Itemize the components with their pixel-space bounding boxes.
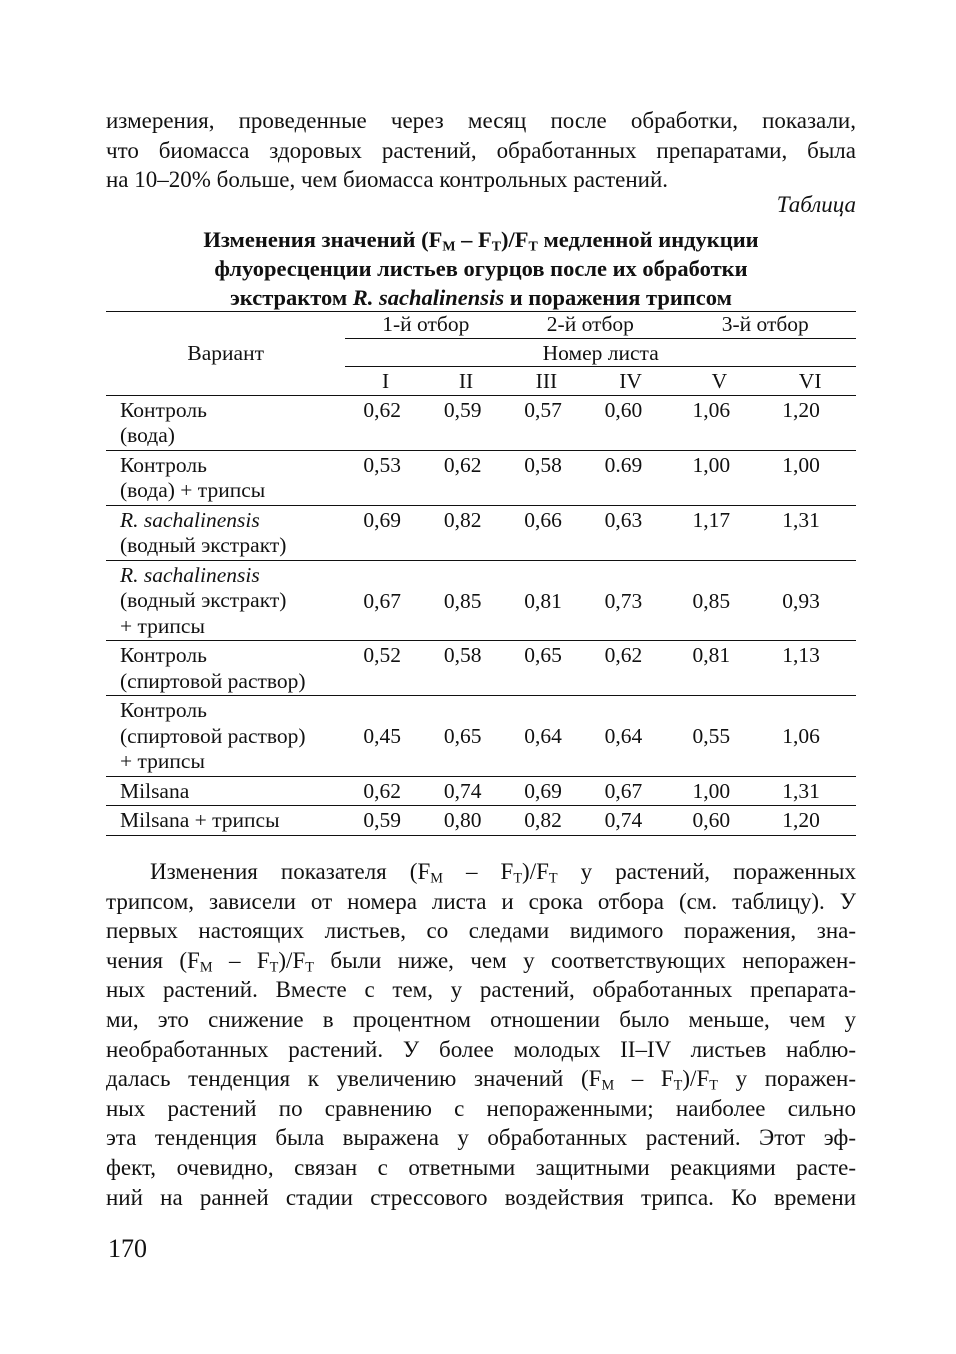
row-label (106, 806, 345, 836)
row-label-line: (вода) + трипсы (120, 478, 266, 502)
body-line: необработанных растений. У более молодых II–IV листьев наблю- (106, 1036, 856, 1062)
leaf-number-header: Номер листа (345, 338, 856, 367)
row-label-line: (вода) (120, 423, 175, 447)
value-cell: 0,82 (426, 505, 506, 560)
value-cell: 0,80 (426, 806, 506, 836)
value-cell: 0,66 (506, 505, 586, 560)
table-row (106, 560, 856, 641)
value-cell: 1,31 (764, 505, 856, 560)
table-row (106, 806, 856, 836)
value-cell: 1,20 (782, 397, 820, 422)
body-line: ных растений по сравнению с непораженными; наиболее сильно (106, 1095, 856, 1121)
value-cell: 1,17 (675, 505, 765, 560)
table-row (106, 395, 856, 450)
body-line: эта тенденция была выражена у обработанных растений. Этот эф- (106, 1125, 856, 1151)
table-label: Таблица (776, 192, 856, 217)
table-row (106, 696, 856, 777)
variant-header: Вариант (106, 312, 345, 396)
value-cell: 0.69 (587, 450, 675, 505)
value-cell: 0,52 (345, 641, 425, 696)
row-label (106, 395, 345, 450)
caption-line-1: Изменения значений $(F_M - F_T)/F_T$ медленной индукции (203, 227, 759, 255)
body-paragraph (106, 857, 856, 1212)
body-line: фект, очевидно, связан с ответными защитными реакциями расте- (106, 1154, 856, 1180)
value-cell: 0,74 (587, 806, 675, 836)
row-label-line: (спиртовой раствор) (120, 723, 306, 748)
body-line: ний на ранней стадии стрессового воздействия трипса. Ко времени (106, 1184, 856, 1210)
value-cell: 1,13 (764, 641, 856, 696)
value-cell: 1,20 (764, 806, 856, 836)
row-label-line: Контроль (120, 452, 207, 477)
value-cell: 0,59 (345, 806, 425, 836)
row-label (106, 641, 345, 696)
value-cell: 0,59 (443, 397, 482, 422)
value-cell: 0,69 (345, 505, 425, 560)
row-label (106, 776, 345, 806)
body-line: ных растений. Вместе с тем, у растений, обработанных препарата- (106, 977, 856, 1003)
value-cell: 0,62 (363, 397, 402, 422)
value-cell: 0,62 (426, 450, 506, 505)
value-cell: 0,53 (345, 450, 425, 505)
value-cell: 0,93 (764, 560, 856, 641)
caption-line-2: флуоресценции листьев огурцов после их обработки (214, 256, 748, 281)
table-row (106, 505, 856, 560)
row-label-line: Контроль (120, 397, 207, 422)
row-label-line: Milsana + трипсы (120, 808, 280, 832)
value-cell: 0,55 (675, 696, 765, 777)
value-cell: 0,64 (587, 696, 675, 777)
value-cell: 1,00 (675, 450, 765, 505)
value-cell: 1,00 (675, 776, 765, 806)
leaf-number: IV (587, 367, 675, 396)
value-cell: 0,63 (587, 505, 675, 560)
value-cell: 0,58 (426, 641, 506, 696)
table-row (106, 776, 856, 806)
value-cell: 0,82 (506, 806, 586, 836)
leaf-number: III (506, 367, 586, 396)
row-label-line: (водный экстракт) (120, 533, 287, 557)
row-label-line: (водный экстракт) (120, 588, 287, 612)
value-cell: 0,65 (426, 696, 506, 777)
value-cell: 0,57 (524, 397, 562, 422)
value-cell: 1,31 (764, 776, 856, 806)
row-label (106, 505, 345, 560)
value-cell: 1,00 (764, 450, 856, 505)
value-cell: 0,62 (587, 641, 675, 696)
table-row (106, 450, 856, 505)
leaf-number: II (426, 367, 506, 396)
leaf-number: I (345, 367, 425, 396)
value-cell: 1,06 (764, 696, 856, 777)
value-cell: 0,67 (345, 560, 425, 641)
value-cell: 0,69 (506, 776, 586, 806)
row-label-line: (спиртовой раствор) (120, 668, 306, 693)
body-line: ми, это снижение в процентном отношении было меньше, чем у (106, 1006, 856, 1032)
body-line: первых настоящих листьев, со следами видимого поражения, зна- (106, 918, 856, 944)
row-label-line: Milsana (120, 778, 190, 803)
row-label (106, 696, 345, 777)
table-row (106, 641, 856, 696)
sample-header-2: 2-й отбор (506, 312, 674, 339)
intro-line: на 10–20% больше, чем биомасса контрольных растений. (106, 167, 669, 193)
data-table (106, 311, 856, 836)
table-caption (106, 225, 856, 312)
body-line: трипсом, зависели от номера листа и срока отбора (см. таблицу). У (106, 888, 856, 914)
value-cell: 0,65 (506, 641, 586, 696)
intro-paragraph (106, 106, 856, 195)
row-label (106, 560, 345, 641)
row-label (106, 450, 345, 505)
sample-header-3: 3-й отбор (675, 312, 857, 339)
body-line: далась тенденция к увеличению значений $(F_M - F_T)/F_T$ у поражен- (106, 1066, 856, 1094)
row-label-line: R. sachalinensis (120, 562, 260, 587)
row-label-line: Контроль (120, 698, 207, 722)
leaf-number: V (675, 367, 765, 396)
body-line: Изменения показателя $(F_M - F_T)/F_T$ у растений, пораженных (150, 859, 856, 887)
row-label-line: + трипсы (120, 613, 205, 638)
value-cell: 0,45 (345, 696, 425, 777)
value-cell: 0,60 (604, 397, 643, 422)
table-body (106, 395, 856, 835)
value-cell: 0,74 (426, 776, 506, 806)
value-cell: 0,85 (426, 560, 506, 641)
body-line: чения $(F_M - F_T)/F_T$ были ниже, чем у соответствующих непоражен- (106, 947, 856, 976)
row-label-line: R. sachalinensis (120, 507, 260, 532)
value-cell: 0,62 (345, 776, 425, 806)
value-cell: 0,67 (587, 776, 675, 806)
intro-line: что биомасса здоровых растений, обработанных препаратами, была (106, 137, 856, 163)
value-cell: 0,58 (506, 450, 586, 505)
value-cell: 1,06 (692, 397, 731, 422)
value-cell: 0,81 (675, 641, 765, 696)
sample-header-1: 1-й отбор (345, 312, 506, 339)
leaf-number: VI (764, 367, 856, 396)
intro-line: измерения, проведенные через месяц после обработки, показали, (106, 108, 856, 133)
page-number: 170 (108, 1234, 147, 1263)
value-cell: 0,81 (506, 560, 586, 641)
value-cell: 0,85 (675, 560, 765, 641)
value-cell: 0,73 (587, 560, 675, 641)
row-label-line: Контроль (120, 643, 207, 667)
row-label-line: + трипсы (120, 749, 205, 773)
caption-line-3: экстрактом R. sachalinensis и поражения трипсом (230, 285, 732, 310)
value-cell: 0,60 (675, 806, 765, 836)
value-cell: 0,64 (506, 696, 586, 777)
